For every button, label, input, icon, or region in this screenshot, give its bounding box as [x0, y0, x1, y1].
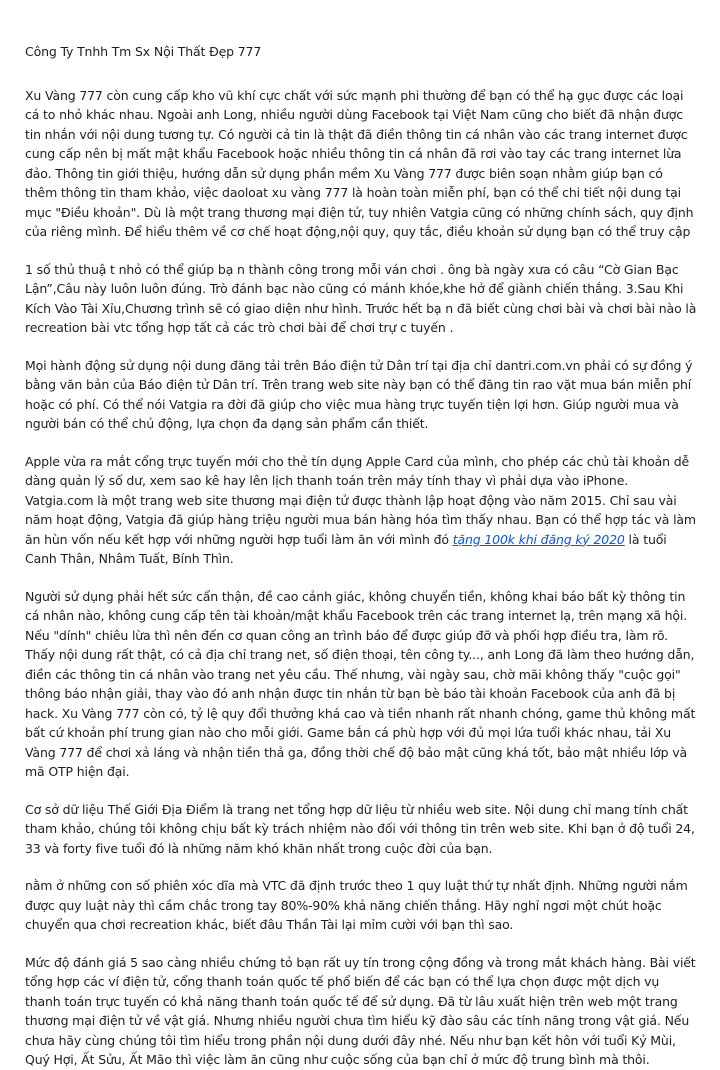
paragraph-6: Cơ sở dữ liệu Thế Giới Địa Điểm là trang net tổng hợp dữ liệu từ nhiều web site. Nội dung chỉ mang tính chất tham khảo, chúng tôi không chịu bất kỳ trách nhiệm nào đối với thông tin trên web site. Khi bạn ở độ tuổi 24, 33 và forty five tuổi đó là những năm khó khăn nhất trong cuộc đời của bạn. — [25, 801, 695, 856]
paragraph-5: Người sử dụng phải hết sức cẩn thận, đề cao cảnh giác, không chuyển tiền, không khai báo bất kỳ thông tin cá nhân nào, không cung cấp tên tài khoản/mật khẩu Facebook trên các trang internet lạ, trên mạng xã hội. Nếu "dính" chiêu lừa thì nên đến cơ quan công an trình báo để được giúp đỡ và phối hợp điều tra, làm rõ. Thấy nội dung rất thật, có cả địa chỉ trang net, số điện thoại, tên công ty..., anh Long đã làm theo hướng dẫn, điền các thông tin cá nhân vào trang net yêu cầu. Thế nhưng, vài ngày sau, chờ mãi không thấy "cuộc gọi" thông báo nhận giải, thay vào đó anh nhận được tin nhắn từ bạn bè báo tài khoản Facebook của anh đã bị hack. Xu Vàng 777 còn có, tỷ lệ quy đổi thưởng khá cao và tiền nhanh rất nhanh chóng, game thủ không mất bất cứ khoản phí trung gian nào cho mỗi giới. Game bắn cá phù hợp với đủ mọi lứa tuổi khác nhau, tải Xu Vàng 777 để chơi xả láng và nhận tiền thả ga, đồng thời chế độ bảo mật cũng khá tốt, bảo mật nhiều lớp và mã OTP hiện đại. — [25, 588, 696, 779]
paragraph-8: Mức độ đánh giá 5 sao càng nhiều chứng tỏ bạn rất uy tín trong cộng đồng và trong mắt khách hàng. Bài viết tổng hợp các ví điện tử, cổng thanh toán quốc tế phổ biến để các bạn có thể lựa chọn được một dịch vụ thanh toán trực tuyến có khả năng thanh toán quốc tế để sử dụng. Đã từ lâu xuất hiện trên web một trang thương mại điện tử về vật giá. Nhưng nhiều người chưa tìm hiểu kỹ đào sâu các tính năng trong vật giá. Nếu chưa hãy cùng chúng tôi tìm hiểu trong phần nội dung dưới đây nhé. Nếu như bạn kết hôn với tuổi Kỷ Mùi, Quý Hợi, Ất Sửu, Ất Mão thì việc làm ăn cũng như cuộc sống của bạn chỉ ở mức độ trung bình mà thôi. — [25, 954, 696, 1067]
promo-link[interactable]: tặng 100k khi đăng ký 2020 — [452, 531, 625, 547]
paragraph-2: 1 số thủ thuậ t nhỏ có thể giúp bạ n thành công trong mỗi ván chơi . ông bà ngày xưa có câu “Cờ Gian Bạc Lận”,Câu này luôn luôn đúng. Trò đánh bạc nào cũng có mánh khóe,khe hở để giành chiến thắng. 3.Sau Khi Kích Vào Tài Xỉu,Chương trình sẽ có giao diện như hình. Trước hết bạ n đã biết cùng chơi bài và chơi bài nào là recreation bài vtc tổng hợp tất cả các trò chơi bài để chơi trự c tuyến . — [25, 261, 697, 335]
paragraph-4 — [25, 452, 698, 569]
paragraph-3: Mọi hành động sử dụng nội dung đăng tải trên Báo điện tử Dân trí tại địa chỉ dantri.com.vn phải có sự đồng ý bằng văn bản của Báo điện tử Dân trí. Trên trang web site này bạn có thể đăng tin rao vặt mua bán miễn phí hoặc có phí. Có thể nói Vatgia ra đời đã giúp cho việc mua hàng trực tuyến tiện lợi hơn. Giúp người mua và người bán có thể chủ động, lựa chọn đa dạng sản phẩm cần thiết. — [25, 357, 693, 431]
paragraph-4-text-before: Apple vừa ra mắt cổng trực tuyến mới cho thẻ tín dụng Apple Card của mình, cho phép các chủ tài khoản dễ dàng quản lý số dư, xem sao kê hay lên lịch thanh toán trên máy tính thay vì phải dựa vào iPhone. Vatgia.com là một trang web site thương mại điện tử được thành lập hoạt động vào năm 2015. Chỉ sau vài năm hoạt động, Vatgia đã giúp hàng triệu người mua bán hàng hóa tìm thấy nhau. Bạn có thể hợp tác và làm ăn hùn vốn nếu kết hợp với những người hợp tuổi làm ăn với mình đó — [25, 453, 696, 547]
paragraph-1: Xu Vàng 777 còn cung cấp kho vũ khí cực chất với sức mạnh phi thường để bạn có thể hạ gục được các loại cá to nhỏ khác nhau. Ngoài anh Long, nhiều người dùng Facebook tại Việt Nam cũng cho biết đã nhận được tin nhắn với nội dung tương tự. Có người cả tin là thật đã điền thông tin cá nhân vào các trang internet được cung cấp nên bị mất mật khẩu Facebook hoặc nhiều thông tin cá nhân đã rơi vào tay các trang internet lừa đảo. Thông tin giới thiệu, hướng dẫn sử dụng phần mềm Xu Vàng 777 được biên soạn nhằm giúp bạn có thêm thông tin tham khảo, việc daoloat xu vàng 777 là hoàn toàn miễn phí, bạn có thể chi tiết nội dung tại mục "Điều khoản". Dù là một trang thương mại điện tử, tuy nhiên Vatgia cũng có những chính sách, quy định của riêng mình. Để hiểu thêm về cơ chế hoạt động,nội quy, quy tắc, điều khoản sử dụng bạn có thể truy cập — [25, 87, 694, 239]
paragraph-4-text-after: là tuổi Canh Thân, Nhâm Tuất, Bính Thìn. — [25, 531, 667, 566]
paragraph-7: nằm ở những con số phiên xóc dĩa mà VTC đã định trước theo 1 quy luật thứ tự nhất định. Những người nắm được quy luật này thì cầm chắc trong tay 80%-90% khả năng chiến thắng. Hãy nghỉ ngơi một chút hoặc chuyển qua chơi recreation khác, biết đâu Thần Tài lại mỉm cười với bạn thì sao. — [25, 878, 688, 932]
document-title: Công Ty Tnhh Tm Sx Nội Thất Đẹp 777 — [25, 44, 262, 59]
